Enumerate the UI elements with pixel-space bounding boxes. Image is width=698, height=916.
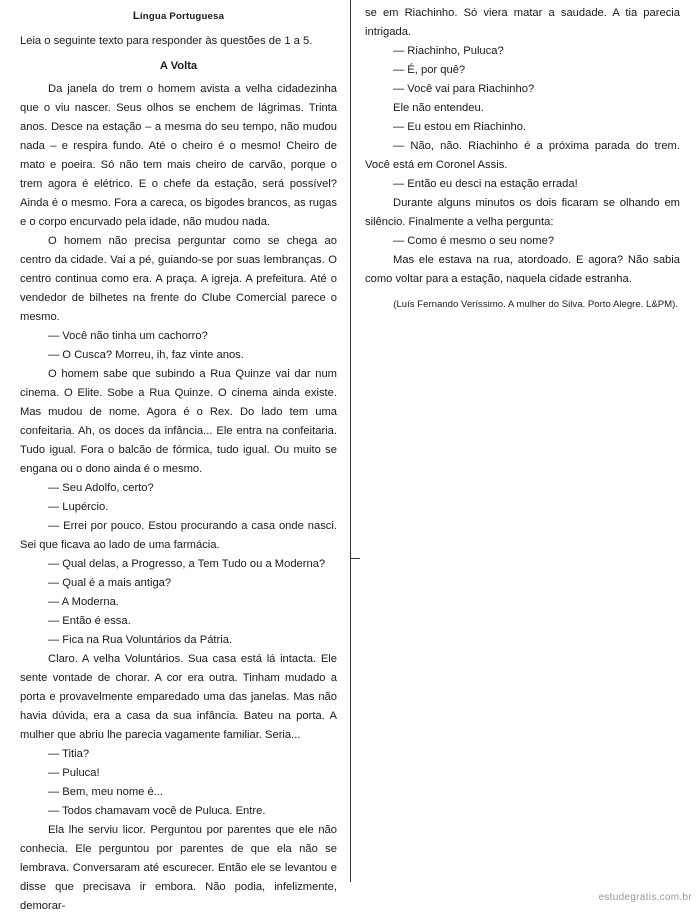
dialogue-line: — Você vai para Riachinho? [393, 83, 535, 95]
right-column [365, 4, 680, 314]
dialogue-line: — Eu estou em Riachinho. [393, 121, 527, 133]
source-citation: (Luís Fernando Veríssimo. A mulher do Silva. Porto Alegre. L&PM). [393, 299, 678, 310]
right-column-body [365, 4, 680, 289]
dialogue-line: — O Cusca? Morreu, ih, faz vinte anos. [48, 349, 244, 361]
story-paragraph: O homem sabe que subindo a Rua Quinze vai dar num cinema. O Elite. Sobe a Rua Quinze. O cinema ainda existe. Mas mudou de nome. Agora é o Rex. Do lado tem uma confeitaria. Ah, os doces da infância... Ele entra na confeitaria. Tudo igual. Fora o balcão de fórmica, tudo igual. Ou muito se engana ou o dono ainda é o mesmo. [20, 368, 337, 475]
instruction-text: Leia o seguinte texto para responder às questões de 1 a 5. [20, 35, 313, 47]
dialogue-line: — Titia? [48, 748, 90, 760]
dialogue-line: — Como é mesmo o seu nome? [393, 235, 555, 247]
dialogue-line: — É, por quê? [393, 64, 466, 76]
story-paragraph: Mas ele estava na rua, atordoado. E agora? Não sabia como voltar para a estação, naquela cidade estranha. [365, 254, 680, 285]
dialogue-line: — Todos chamavam você de Puluca. Entre. [48, 805, 266, 817]
dialogue-line: — Qual delas, a Progresso, a Tem Tudo ou a Moderna? [48, 558, 326, 570]
dialogue-line: — Seu Adolfo, certo? [48, 482, 154, 494]
story-paragraph: se em Riachinho. Só viera matar a saudade. A tia parecia intrigada. [365, 7, 680, 38]
story-paragraph: Claro. A velha Voluntários. Sua casa está lá intacta. Ele sente vontade de chorar. A cor era outra. Tinham mudado a porta e provavelmente emparedado uma das janelas. Mas não havia dúvida, era a casa da sua infância. Bateu na porta. A mulher que abriu lhe parecia vagamente familiar. Seria... [20, 653, 337, 741]
dialogue-line: — Puluca! [48, 767, 100, 779]
story-paragraph: Ela lhe serviu licor. Perguntou por parentes que ele não conhecia. Ele perguntou por parentes de que ela não se lembrava. Conversaram até escurecer. Então ele se levantou e disse que precisava ir embora. Não podia, infelizmente, demorar- [20, 824, 337, 912]
dialogue-line: — A Moderna. [48, 596, 119, 608]
left-column [20, 4, 337, 916]
story-paragraph: — Não, não. Riachinho é a próxima parada do trem. Você está em Coronel Assis. [365, 140, 680, 171]
dialogue-line: — Qual é a mais antiga? [48, 577, 172, 589]
story-title: A Volta [159, 60, 198, 72]
dialogue-line: — Então é essa. [48, 615, 131, 627]
column-divider [350, 0, 351, 882]
column-divider-tick [350, 558, 360, 559]
story-paragraph: — Errei por pouco. Estou procurando a casa onde nasci. Sei que ficava ao lado de uma farmácia. [20, 520, 337, 551]
dialogue-line: — Você não tinha um cachorro? [48, 330, 208, 342]
dialogue-line: Ele não entendeu. [393, 102, 484, 114]
dialogue-line: — Lupércio. [48, 501, 109, 513]
dialogue-line: — Então eu desci na estação errada! [393, 178, 578, 190]
story-paragraph: Da janela do trem o homem avista a velha cidadezinha que o viu nascer. Seus olhos se enchem de lágrimas. Trinta anos. Desce na estação – a mesma do seu tempo, não mudou nada – e respira fundo. Até o cheiro é o mesmo! Cheiro de mato e poeira. Só não tem mais cheiro de carvão, porque o trem agora é elétrico. E o chefe da estação, será possível? Ainda é o mesmo. Fora a careca, os bigodes brancos, as rugas e o corpo encurvado pela idade, não mudou nada. [20, 83, 337, 228]
story-paragraph: O homem não precisa perguntar como se chega ao centro da cidade. Vai a pé, guiando-se por suas lembranças. O centro continua como era. A praça. A igreja. A prefeitura. Até o vendedor de bilhetes na frente do Clube Comercial parece o mesmo. [20, 235, 337, 323]
dialogue-line: — Bem, meu nome é... [48, 786, 164, 798]
site-watermark: estudegratis.com.br [598, 892, 692, 903]
subject-title [20, 7, 337, 26]
left-column-body [20, 80, 337, 916]
dialogue-line: — Riachinho, Puluca? [393, 45, 504, 57]
dialogue-line: — Fica na Rua Voluntários da Pátria. [48, 634, 233, 646]
subject-title-initial: L [132, 10, 140, 22]
subject-title-rest: íngua Portuguesa [139, 11, 225, 22]
story-paragraph: Durante alguns minutos os dois ficaram se olhando em silêncio. Finalmente a velha pergunta: [365, 197, 680, 228]
